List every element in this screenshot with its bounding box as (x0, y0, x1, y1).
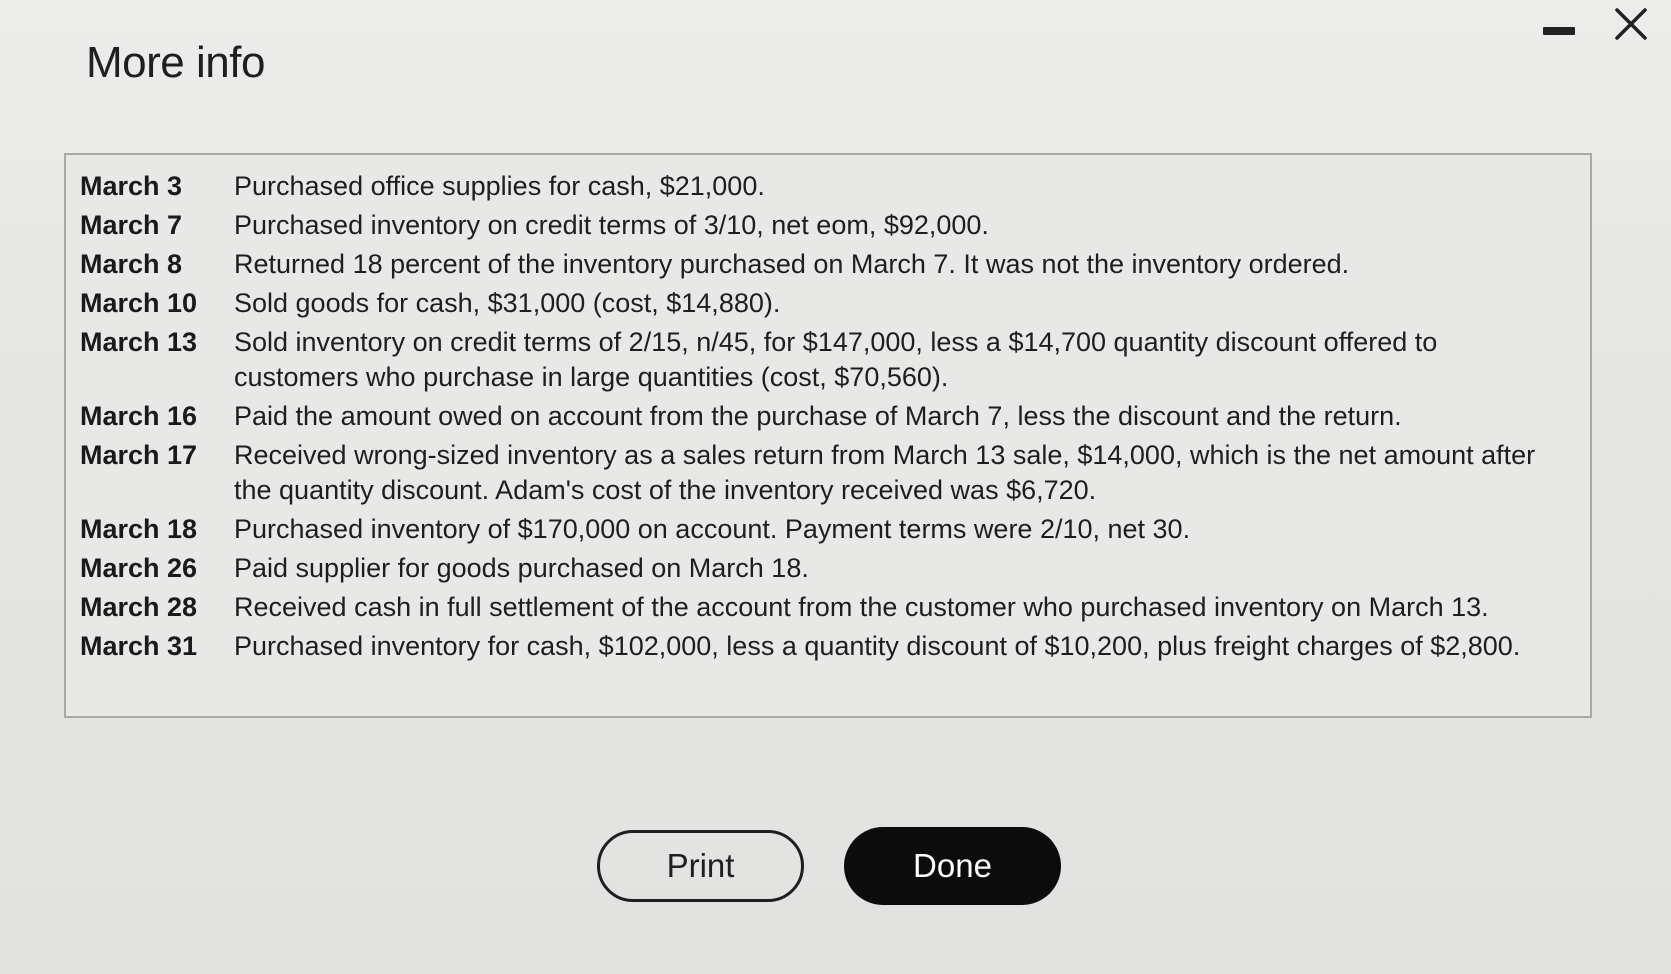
transaction-date: March 16 (80, 401, 198, 431)
transaction-date: March 7 (80, 210, 183, 240)
transaction-description: Sold inventory on credit terms of 2/15, n/45, for $147,000, less a $14,700 quantity discount offered to customers who purchase in large quantities (cost, $70,560). (234, 327, 1438, 392)
close-icon[interactable] (1613, 6, 1649, 42)
transaction-description: Sold goods for cash, $31,000 (cost, $14,880). (234, 288, 781, 318)
done-button[interactable]: Done (844, 827, 1061, 905)
minimize-icon[interactable] (1543, 27, 1575, 35)
transaction-date: March 31 (80, 631, 198, 661)
transaction-row (80, 512, 1576, 547)
transaction-row (80, 399, 1576, 434)
transaction-row (80, 247, 1576, 282)
transaction-description: Paid supplier for goods purchased on March 18. (234, 553, 809, 583)
transaction-row (80, 169, 1576, 204)
transaction-row (80, 208, 1576, 243)
transactions-box (64, 153, 1592, 718)
transaction-row (80, 286, 1576, 321)
dialog-title: More info (86, 38, 265, 87)
transaction-date: March 26 (80, 553, 198, 583)
transaction-row (80, 325, 1576, 395)
transaction-description: Purchased inventory on credit terms of 3/10, net eom, $92,000. (234, 210, 989, 240)
transaction-description: Paid the amount owed on account from the purchase of March 7, less the discount and the return. (234, 401, 1402, 431)
window-controls (1543, 6, 1649, 42)
transaction-description: Purchased inventory of $170,000 on account. Payment terms were 2/10, net 30. (234, 514, 1191, 544)
transaction-date: March 17 (80, 440, 198, 470)
transaction-description: Purchased office supplies for cash, $21,000. (234, 171, 765, 201)
dialog-actions (0, 830, 1671, 910)
transaction-date: March 18 (80, 514, 198, 544)
transaction-date: March 8 (80, 249, 183, 279)
transaction-description: Purchased inventory for cash, $102,000, less a quantity discount of $10,200, plus freight charges of $2,800. (234, 631, 1521, 661)
transaction-date: March 3 (80, 171, 183, 201)
transaction-description: Received wrong-sized inventory as a sales return from March 13 sale, $14,000, which is the net amount after the quantity discount. Adam's cost of the inventory received was $6,720. (234, 440, 1536, 505)
transaction-row (80, 629, 1576, 664)
transaction-row (80, 551, 1576, 586)
transaction-row (80, 590, 1576, 625)
transaction-date: March 10 (80, 288, 198, 318)
print-button[interactable]: Print (597, 830, 804, 902)
transaction-row (80, 438, 1576, 508)
transaction-description: Received cash in full settlement of the account from the customer who purchased inventory on March 13. (234, 592, 1489, 622)
transaction-date: March 13 (80, 327, 198, 357)
transaction-description: Returned 18 percent of the inventory purchased on March 7. It was not the inventory ordered. (234, 249, 1350, 279)
transaction-date: March 28 (80, 592, 198, 622)
